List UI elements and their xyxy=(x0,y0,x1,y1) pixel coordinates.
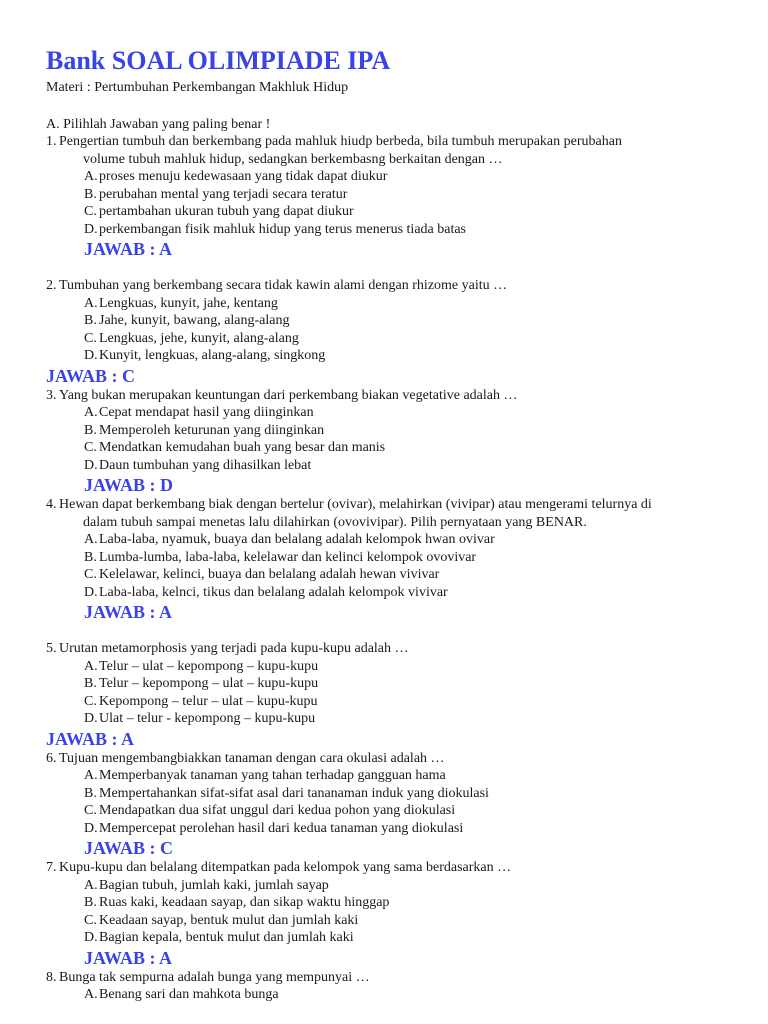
option-letter: C. xyxy=(84,912,97,928)
option-text: Ulat – telur - kepompong – kupu-kupu xyxy=(99,711,316,726)
option-text: Memperoleh keturunan yang diinginkan xyxy=(99,422,325,438)
option-letter: B. xyxy=(84,785,97,801)
option-item xyxy=(84,312,726,330)
option-item xyxy=(84,802,726,820)
option-item xyxy=(84,929,726,947)
option-item xyxy=(84,439,726,457)
question-number: 2. xyxy=(46,278,57,293)
options-list xyxy=(84,404,726,474)
question-text: Tumbuhan yang berkembang secara tidak kawin alami dengan rhizome yaitu … xyxy=(59,278,508,293)
option-text: Memperbanyak tanaman yang tahan terhadap gangguan hama xyxy=(99,768,446,783)
question-number: 8. xyxy=(46,969,57,985)
question-block xyxy=(46,133,726,277)
question xyxy=(46,750,726,768)
options-list xyxy=(84,877,726,947)
question-number: 7. xyxy=(46,860,57,875)
question-block xyxy=(46,640,726,750)
options-list xyxy=(84,767,726,837)
option-letter: D. xyxy=(84,930,98,945)
question-number: 4. xyxy=(46,497,57,512)
option-item xyxy=(84,658,726,676)
question-block xyxy=(46,496,726,640)
option-text: perkembangan fisik mahluk hidup yang terus menerus tiada batas xyxy=(99,221,467,237)
option-item xyxy=(84,168,726,186)
question xyxy=(46,859,726,877)
option-item xyxy=(84,404,726,422)
option-text: Ruas kaki, keadaan sayap, dan sikap waktu hinggap xyxy=(99,895,390,910)
page-title: Bank SOAL OLIMPIADE IPA xyxy=(46,46,391,75)
option-letter: B. xyxy=(84,895,97,910)
option-letter: D. xyxy=(84,457,98,473)
option-letter: A. xyxy=(84,877,98,893)
option-item xyxy=(84,675,726,693)
options-list xyxy=(84,531,726,601)
option-letter: C. xyxy=(84,440,97,455)
option-text: Telur – ulat – kepompong – kupu-kupu xyxy=(99,658,319,674)
answer-key: JAWAB : A xyxy=(84,947,173,968)
option-letter: C. xyxy=(84,803,97,818)
answer-key: JAWAB : C xyxy=(46,365,136,386)
option-text: Benang sari dan mahkota bunga xyxy=(99,987,279,1002)
question-block xyxy=(46,969,726,1004)
option-text: Laba-laba, kelnci, tikus dan belalang adalah kelompok vivivar xyxy=(99,584,448,600)
answer-key: JAWAB : D xyxy=(84,475,174,495)
option-letter: C. xyxy=(84,204,97,219)
option-text: Lumba-lumba, laba-laba, kelelawar dan kelinci kelompok ovovivar xyxy=(99,549,477,565)
option-item xyxy=(84,710,726,728)
option-text: perubahan mental yang terjadi secara teratur xyxy=(99,186,348,202)
question-block xyxy=(46,387,726,497)
option-letter: D. xyxy=(84,221,98,237)
options-list xyxy=(84,986,726,1004)
option-text: Keadaan sayap, bentuk mulut dan jumlah kaki xyxy=(99,912,359,928)
option-text: Kelelawar, kelinci, buaya dan belalang adalah hewan vivivar xyxy=(99,567,440,582)
option-text: Bagian kepala, bentuk mulut dan jumlah kaki xyxy=(99,930,354,945)
option-letter: A. xyxy=(84,405,98,420)
options-list xyxy=(84,168,726,238)
question-block xyxy=(46,277,726,387)
question-text: Kupu-kupu dan belalang ditempatkan pada kelompok yang sama berdasarkan … xyxy=(59,860,512,875)
option-item xyxy=(84,584,726,602)
option-letter: B. xyxy=(84,186,97,202)
option-letter: A. xyxy=(84,768,98,783)
option-letter: C. xyxy=(84,330,97,346)
option-item xyxy=(84,422,726,440)
option-item xyxy=(84,820,726,838)
option-text: Kunyit, lengkuas, alang-alang, singkong xyxy=(99,348,326,363)
option-item xyxy=(84,330,726,348)
option-letter: B. xyxy=(84,676,97,691)
option-item xyxy=(84,693,726,711)
option-letter: D. xyxy=(84,584,98,600)
question-text: Urutan metamorphosis yang terjadi pada kupu-kupu adalah … xyxy=(59,641,409,656)
question xyxy=(46,969,726,987)
question-text: Hewan dapat berkembang biak dengan bertelur (ovivar), melahirkan (vivipar) atau mengerami telurnya di xyxy=(59,497,652,512)
option-text: pertambahan ukuran tubuh yang dapat diukur xyxy=(99,204,354,219)
option-letter: C. xyxy=(84,567,97,582)
option-text: proses menuju kedewasaan yang tidak dapat diukur xyxy=(99,169,388,184)
option-item xyxy=(84,549,726,567)
option-item xyxy=(84,894,726,912)
option-item xyxy=(84,531,726,549)
answer-key: JAWAB : A xyxy=(84,239,173,259)
spacer xyxy=(46,260,726,277)
option-item xyxy=(84,986,726,1004)
option-letter: B. xyxy=(84,313,97,328)
answer-key: JAWAB : C xyxy=(84,838,174,858)
options-list xyxy=(84,658,726,728)
question-text: Pengertian tumbuh dan berkembang pada mahluk hiudp berbeda, bila tumbuh merupakan perubahan xyxy=(59,134,622,149)
option-text: Jahe, kunyit, bawang, alang-alang xyxy=(99,313,290,328)
option-item xyxy=(84,347,726,365)
option-item xyxy=(84,221,726,239)
answer-key: JAWAB : A xyxy=(84,602,173,622)
option-letter: A. xyxy=(84,532,98,547)
option-letter: A. xyxy=(84,295,98,311)
question-text-continued: volume tubuh mahluk hidup, sedangkan berkembasng berkaitan dengan … xyxy=(83,151,503,167)
question-list xyxy=(46,133,726,1004)
option-text: Mempercepat perolehan hasil dari kedua tanaman yang diokulasi xyxy=(99,820,464,836)
options-list xyxy=(84,295,726,365)
option-text: Mendatkan kemudahan buah yang besar dan manis xyxy=(99,440,386,455)
question-text-continued: dalam tubuh sampai menetas lalu dilahirkan (ovovivipar). Pilih pernyataan yang BENAR. xyxy=(83,514,587,530)
question-block xyxy=(46,750,726,860)
option-letter: A. xyxy=(84,987,98,1002)
option-text: Lengkuas, jehe, kunyit, alang-alang xyxy=(99,330,299,346)
question xyxy=(46,496,726,531)
option-item xyxy=(84,295,726,313)
option-item xyxy=(84,186,726,204)
option-letter: A. xyxy=(84,169,98,184)
option-letter: D. xyxy=(84,711,98,726)
option-letter: D. xyxy=(84,348,98,363)
option-text: Kepompong – telur – ulat – kupu-kupu xyxy=(99,693,318,709)
option-letter: D. xyxy=(84,820,98,836)
question xyxy=(46,640,726,658)
option-item xyxy=(84,912,726,930)
subject-line: Materi : Pertumbuhan Perkembangan Makhluk Hidup xyxy=(46,80,349,95)
option-letter: C. xyxy=(84,693,97,709)
option-text: Lengkuas, kunyit, jahe, kentang xyxy=(99,295,278,311)
option-item xyxy=(84,785,726,803)
option-text: Mempertahankan sifat-sifat asal dari tananaman induk yang diokulasi xyxy=(99,785,489,801)
spacer xyxy=(46,623,726,640)
option-letter: B. xyxy=(84,422,97,438)
option-text: Telur – kepompong – ulat – kupu-kupu xyxy=(99,676,319,691)
question-number: 6. xyxy=(46,750,57,766)
question-number: 3. xyxy=(46,387,57,403)
option-item xyxy=(84,203,726,221)
question-text: Yang bukan merupakan keuntungan dari perkembang biakan vegetative adalah … xyxy=(59,387,518,403)
option-text: Bagian tubuh, jumlah kaki, jumlah sayap xyxy=(99,877,329,893)
option-text: Daun tumbuhan yang dihasilkan lebat xyxy=(99,457,312,473)
question xyxy=(46,133,726,168)
option-letter: B. xyxy=(84,549,97,565)
question-number: 5. xyxy=(46,641,57,656)
option-text: Cepat mendapat hasil yang diinginkan xyxy=(99,405,314,420)
option-item xyxy=(84,457,726,475)
question xyxy=(46,277,726,295)
option-text: Laba-laba, nyamuk, buaya dan belalang adalah kelompok hwan ovivar xyxy=(99,532,495,547)
question-block xyxy=(46,859,726,969)
question-text: Tujuan mengembangbiakkan tanaman dengan cara okulasi adalah … xyxy=(59,750,445,766)
question-number: 1. xyxy=(46,134,57,149)
section-instruction: A. Pilihlah Jawaban yang paling benar ! xyxy=(46,116,271,132)
option-item xyxy=(84,566,726,584)
answer-key: JAWAB : A xyxy=(46,728,135,749)
option-letter: A. xyxy=(84,658,98,674)
option-text: Mendapatkan dua sifat unggul dari kedua pohon yang diokulasi xyxy=(99,803,456,818)
question-text: Bunga tak sempurna adalah bunga yang mempunyai … xyxy=(59,969,370,985)
option-item xyxy=(84,767,726,785)
option-item xyxy=(84,877,726,895)
document-page xyxy=(46,46,726,1004)
question xyxy=(46,387,726,405)
